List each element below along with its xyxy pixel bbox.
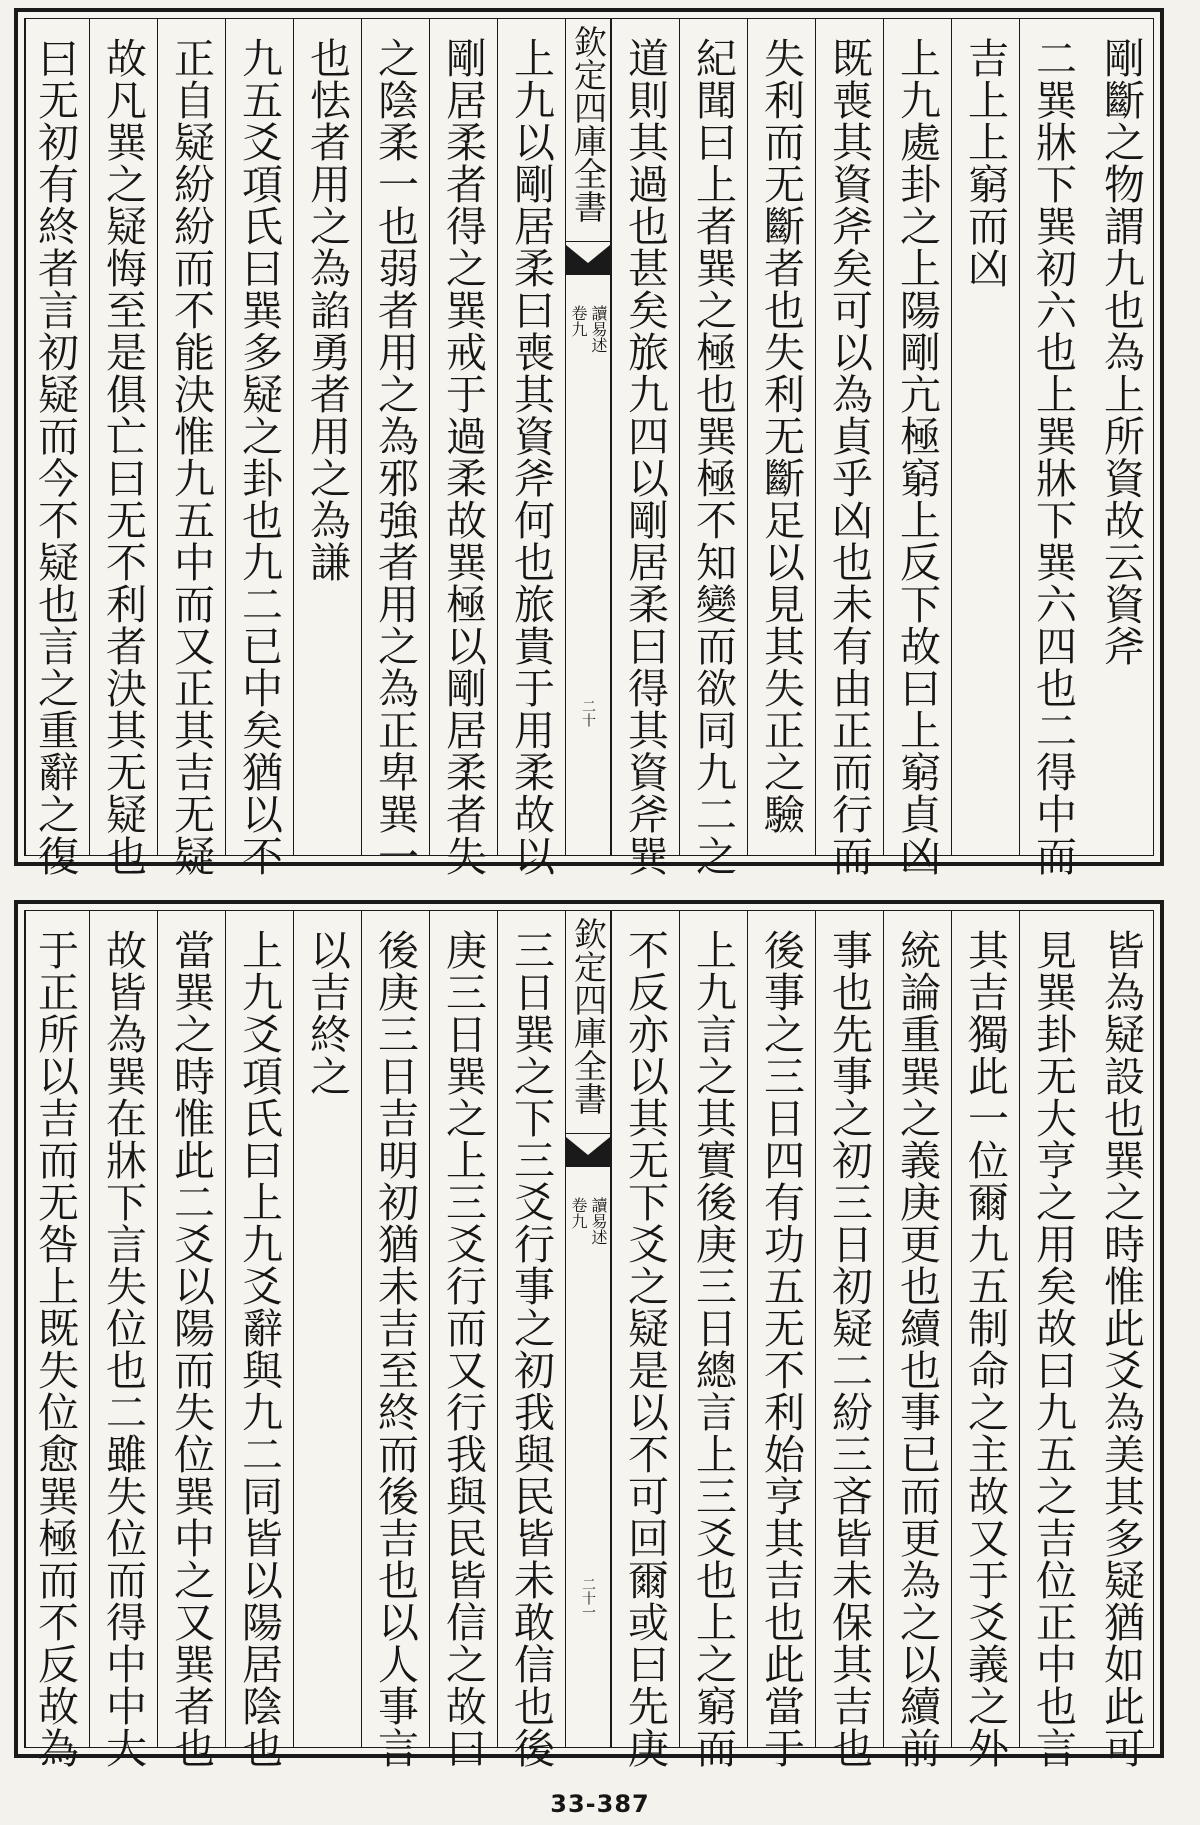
book-info [568,1197,608,1245]
page-number: 33-387 [550,1790,650,1818]
fishtail-ornament-icon [566,241,610,275]
text-column: 不反亦以其无下爻之疑是以不可回爾或曰先庚 [611,911,679,1747]
text-column: 故凡巽之疑悔至是俱亡曰无不利者決其无疑也 [89,19,157,855]
top-page [14,8,1164,877]
text-column: 故皆為巽在牀下言失位也二雖失位而得中中大 [89,911,157,1747]
folio-number: 二十一 [580,1577,596,1619]
bottom-page-frame [24,910,1154,1769]
text-column: 道則其過也甚矣旅九四以剛居柔曰得其資斧巽 [611,19,679,855]
book-series-title: 欽定四庫全書 [569,25,608,223]
text-column: 其吉獨此一位爾九五制命之主故又于爻義之外 [951,911,1019,1747]
text-column: 上九處卦之上陽剛亢極窮上反下故曰上窮貞凶 [883,19,951,855]
text-column: 之陰柔一也弱者用之為邪強者用之為正卑巽一 [361,19,429,855]
text-column: 九五爻項氏曰巽多疑之卦也九二已中矣猶以不 [225,19,293,855]
bottom-page [14,900,1164,1769]
text-column: 統論重巽之義庚更也續也事已而更為之以續前 [883,911,951,1747]
text-column: 三日巽之下三爻行事之初我與民皆未敢信也後 [497,911,565,1747]
book-name: 讀易述 [589,305,608,353]
text-column: 庚三日巽之上三爻行而又行我與民皆信之故曰 [429,911,497,1747]
text-column: 曰无初有終者言初疑而今不疑也言之重辭之復 [25,19,89,855]
text-column: 正自疑紛紛而不能決惟九五中而又正其吉无疑 [157,19,225,855]
text-column: 剛居柔者得之巽戒于過柔故巽極以剛居柔者失 [429,19,497,855]
text-column: 後事之三日四有功五无不利始亨其吉也此當于 [747,911,815,1747]
text-column: 于正所以吉而无咎上既失位愈巽極而不反故為 [25,911,89,1747]
text-column: 紀聞曰上者巽之極也巽極不知變而欲同九二之 [679,19,747,855]
book-series-title: 欽定四庫全書 [569,917,608,1115]
text-column: 以吉終之 [293,911,361,1747]
text-column: 也怯者用之為諂勇者用之為謙 [293,19,361,855]
text-column: 事也先事之初三日初疑二紛三吝皆未保其吉也 [815,911,883,1747]
text-column: 既喪其資斧矣可以為貞乎凶也未有由正而行而 [815,19,883,855]
text-column: 見巽卦无大亨之用矣故曰九五之吉位正中也言 [1019,911,1087,1747]
text-column: 皆為疑設也巽之時惟此爻為美其多疑猶如此可 [1097,929,1145,1769]
text-column: 失利而无斷者也失利无斷足以見其失正之驗 [747,19,815,855]
text-column: 當巽之時惟此二爻以陽而失位巽中之又巽者也 [157,911,225,1747]
text-column: 後庚三日吉明初猶未吉至終而後吉也以人事言 [361,911,429,1747]
top-page-frame [24,18,1154,877]
text-column: 二巽牀下巽初六也上巽牀下巽六四也二得中而 [1019,19,1087,855]
folio-number: 二十 [580,699,596,727]
center-fold-column [565,911,611,1747]
text-column: 吉上上窮而凶 [951,19,1019,855]
text-column: 上九以剛居柔曰喪其資斧何也旅貴于用柔故以 [497,19,565,855]
fishtail-ornament-icon [566,1133,610,1167]
text-column: 上九爻項氏曰上九爻辭與九二同皆以陽居陰也 [225,911,293,1747]
volume-label: 卷九 [569,1197,588,1229]
text-column: 上九言之其實後庚三日總言上三爻也上之窮而 [679,911,747,1747]
center-fold-column [565,19,611,855]
text-column: 剛斷之物謂九也為上所資故云資斧 [1097,37,1145,667]
book-info [568,305,608,353]
book-name: 讀易述 [589,1197,608,1245]
volume-label: 卷九 [569,305,588,337]
